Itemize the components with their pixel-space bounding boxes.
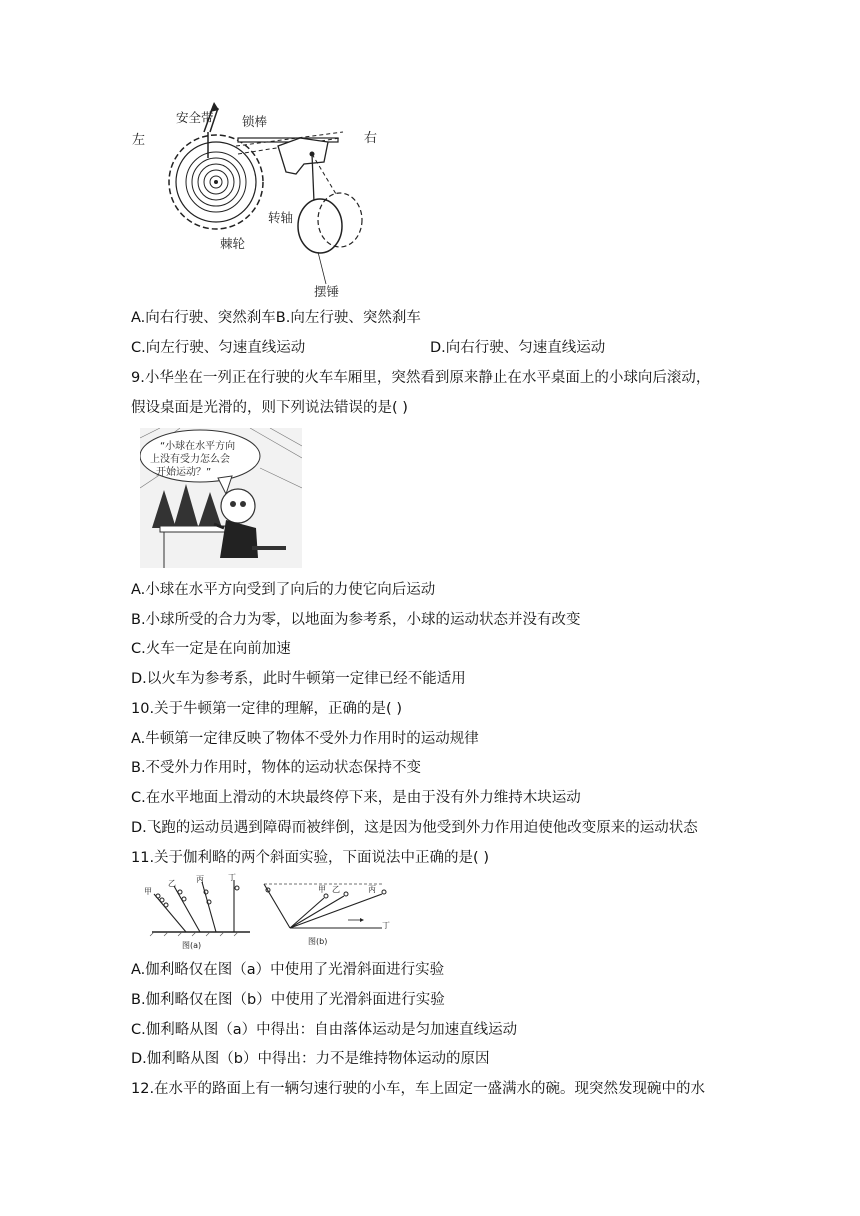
q9-stem-line1: 9.小华坐在一列正在行驶的火车车厢里，突然看到原来静止在水平桌面上的小球向后滚动， (131, 370, 711, 386)
fig-a-label-yi: 乙 (168, 879, 176, 888)
q12-stem-line1: 12.在水平的路面上有一辆匀速行驶的小车，车上固定一盛满水的碗。现突然发现碗中的水 (131, 1081, 706, 1097)
label-axis: 转轴 (268, 210, 294, 225)
q11-option-c: C.伽利略从图（a）中得出：自由落体运动是匀加速直线运动 (131, 1022, 518, 1038)
q8-option-ab: A.向右行驶、突然刹车B.向左行驶、突然刹车 (131, 310, 421, 326)
q9-option-c: C.火车一定是在向前加速 (131, 641, 291, 657)
q11-option-d: D.伽利略从图（b）中得出：力不是维持物体运动的原因 (131, 1051, 490, 1067)
label-lock-rod: 锁棒 (242, 114, 268, 129)
q8-option-c: C.向左行驶、匀速直线运动 (131, 340, 306, 356)
q9-option-b: B.小球所受的合力为零，以地面为参考系，小球的运动状态并没有改变 (131, 612, 581, 628)
q10-option-c: C.在水平地面上滑动的木块最终停下来，是由于没有外力维持木块运动 (131, 790, 581, 806)
q8-option-d: D.向右行驶、匀速直线运动 (430, 340, 606, 356)
q10-stem: 10.关于牛顿第一定律的理解，正确的是( ) (131, 701, 402, 717)
label-ratchet: 棘轮 (220, 236, 246, 251)
q11-stem: 11.关于伽利略的两个斜面实验，下面说法中正确的是( ) (131, 850, 489, 866)
bubble-line2: 上没有受力怎么会 (150, 454, 230, 465)
seatbelt-lock-diagram (128, 102, 388, 302)
fig-b-label-ding: 丁 (382, 921, 390, 930)
bubble-line1: “小球在水平方向 (160, 441, 236, 452)
fig-a-label-bing: 丙 (196, 875, 204, 884)
q9-stem-line2: 假设桌面是光滑的，则下列说法错误的是( ) (131, 400, 408, 416)
label-pendulum: 摆锤 (314, 284, 340, 299)
fig-b-label-bing: 丙 (368, 885, 376, 894)
fig-a-caption: 图(a) (182, 941, 202, 950)
q10-option-d: D.飞跑的运动员遇到障碍而被绊倒，这是因为他受到外力作用迫使他改变原来的运动状态 (131, 820, 698, 836)
fig-a-label-jia: 甲 (144, 887, 152, 896)
q9-option-a: A.小球在水平方向受到了向后的力使它向后运动 (131, 582, 436, 598)
q9-option-d: D.以火车为参考系，此时牛顿第一定律已经不能适用 (131, 671, 466, 687)
galileo-incline-diagrams (138, 872, 398, 952)
label-belt: 安全带 (176, 110, 214, 125)
fig-b-label-jia: 甲 (318, 885, 326, 894)
label-left: 左 (132, 133, 146, 148)
bubble-line3: 开始运动？” (156, 467, 212, 478)
fig-b-caption: 图(b) (308, 937, 328, 946)
fig-a-label-ding: 丁 (228, 873, 236, 882)
train-cartoon-illustration (140, 428, 302, 568)
fig-b-label-yi: 乙 (332, 885, 340, 894)
q11-option-a: A.伽利略仅在图（a）中使用了光滑斜面进行实验 (131, 962, 445, 978)
label-right: 右 (364, 131, 378, 146)
q10-option-b: B.不受外力作用时，物体的运动状态保持不变 (131, 760, 422, 776)
q11-option-b: B.伽利略仅在图（b）中使用了光滑斜面进行实验 (131, 992, 445, 1008)
q10-option-a: A.牛顿第一定律反映了物体不受外力作用时的运动规律 (131, 731, 479, 747)
